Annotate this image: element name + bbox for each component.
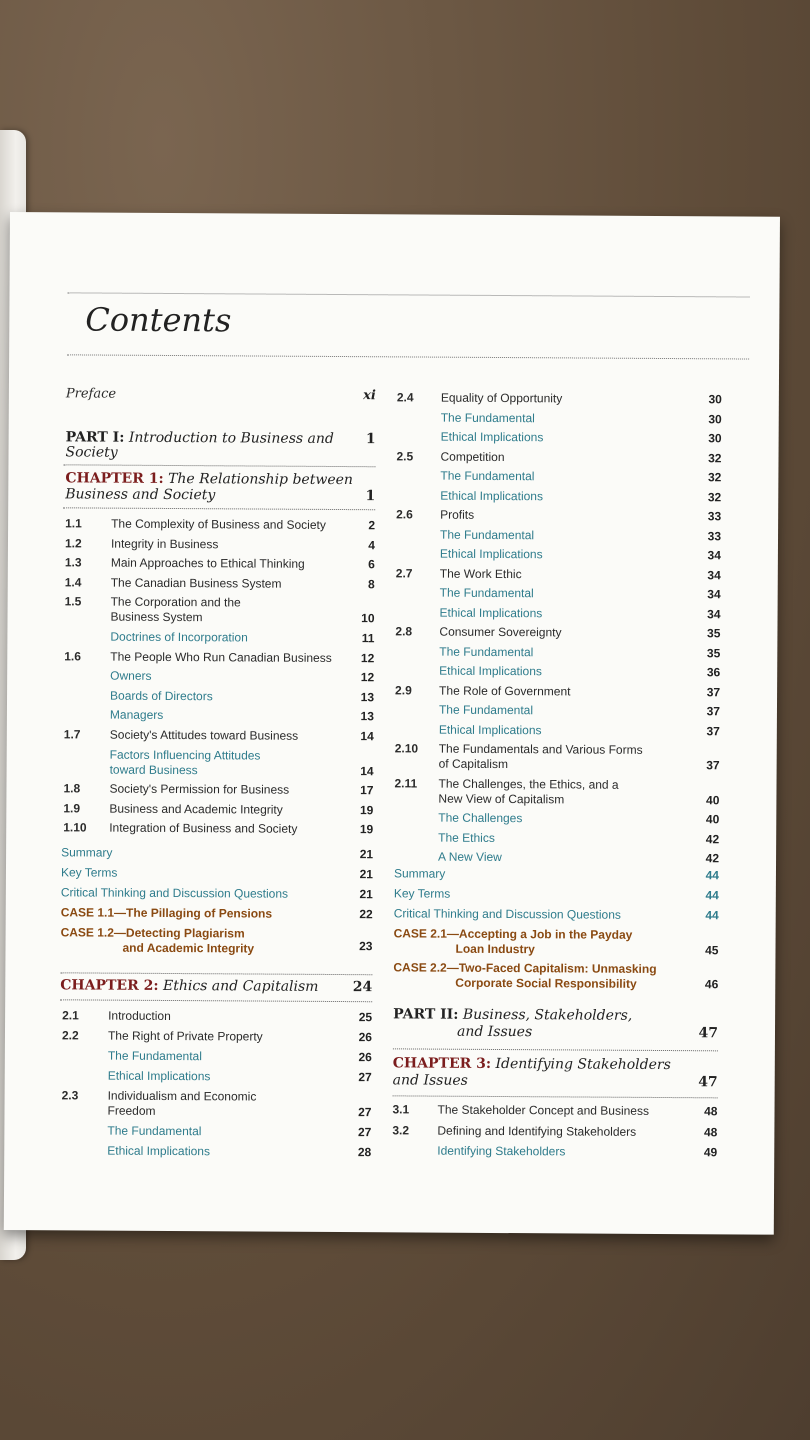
entry-title: Main Approaches to Ethical Thinking xyxy=(110,555,305,571)
key-terms-entry[interactable] xyxy=(393,886,719,903)
case-2-2-label-line2: Corporate Social Responsibility xyxy=(455,975,637,991)
section-number: 1.6 xyxy=(64,648,82,664)
page-number: 36 xyxy=(706,665,721,680)
toc-entry-1-2[interactable] xyxy=(63,535,376,552)
critical-thinking-entry[interactable] xyxy=(393,906,719,923)
entry-title-line2: Business System xyxy=(110,610,203,625)
entry-title: The Challenges xyxy=(438,810,523,826)
chapter-2-heading[interactable] xyxy=(60,977,373,996)
section-number: 2.8 xyxy=(395,624,413,639)
key-terms-entry[interactable] xyxy=(60,865,374,882)
toc-entry-3-1[interactable] xyxy=(392,1102,718,1119)
chapter-1-title-line2: Business and Society xyxy=(65,486,216,504)
case-2-1-label: CASE 2.1—Accepting a Job in the Payday xyxy=(393,926,633,942)
toc-subentry[interactable] xyxy=(62,629,375,646)
page-number: 30 xyxy=(708,411,722,426)
title-rule xyxy=(67,354,749,359)
entry-title: Ethical Implications xyxy=(439,663,542,679)
toc-subentry[interactable] xyxy=(395,702,721,719)
toc-subentry[interactable] xyxy=(396,546,721,563)
critical-thinking-label: Critical Thinking and Discussion Questions xyxy=(393,906,621,922)
toc-entry-2-2[interactable] xyxy=(60,1028,373,1045)
page-number: 28 xyxy=(357,1145,372,1160)
section-number: 2.4 xyxy=(396,390,414,405)
section-number: 1.1 xyxy=(65,516,82,531)
toc-subentry[interactable] xyxy=(396,585,721,602)
chapter-1-heading[interactable] xyxy=(63,470,376,505)
chapter-2-label: CHAPTER 2: xyxy=(60,977,159,994)
part-1-label: PART I: xyxy=(65,429,125,446)
page-number: 10 xyxy=(361,611,375,626)
page-number: 34 xyxy=(707,548,721,563)
section-number: 2.11 xyxy=(394,775,418,790)
entry-title: Ethical Implications xyxy=(440,429,544,445)
toc-entry-2-1[interactable] xyxy=(60,1008,373,1025)
page-title: Contents xyxy=(85,300,232,340)
chapter-3-label: CHAPTER 3: xyxy=(392,1055,492,1072)
section-number: 1.3 xyxy=(64,555,82,570)
part-1-title: Introduction to Business and Society xyxy=(65,429,334,461)
key-terms-label: Key Terms xyxy=(393,886,451,901)
section-number: 2.3 xyxy=(61,1088,79,1103)
section-number: 1.10 xyxy=(63,820,87,835)
section-number: 1.8 xyxy=(63,781,81,796)
divider xyxy=(393,1095,718,1098)
entry-title: The Fundamental xyxy=(439,527,535,542)
section-number: 2.6 xyxy=(396,507,413,522)
entry-title: The Fundamental xyxy=(107,1123,202,1139)
entry-title: Owners xyxy=(110,668,152,684)
toc-entry-2-10[interactable] xyxy=(394,741,720,773)
right-column xyxy=(392,390,722,1192)
toc-entry-1-8[interactable] xyxy=(62,781,374,798)
key-terms-page: 44 xyxy=(705,888,719,903)
entry-title: The Stakeholder Concept and Business xyxy=(437,1102,650,1118)
page-number: 37 xyxy=(706,758,720,773)
toc-entry-1-6[interactable] xyxy=(62,648,375,665)
page-number: 49 xyxy=(703,1145,718,1160)
preface-page: xi xyxy=(363,388,376,404)
toc-subentry[interactable] xyxy=(62,668,375,685)
page-number: 30 xyxy=(708,431,722,446)
top-rule xyxy=(68,292,750,297)
toc-entry-1-5[interactable] xyxy=(63,594,375,626)
page-number: 40 xyxy=(705,812,720,827)
case-2-1-entry[interactable] xyxy=(393,926,719,958)
summary-label: Summary xyxy=(393,866,446,881)
entry-title-line2: New View of Capitalism xyxy=(438,791,565,806)
entry-title: Ethical Implications xyxy=(107,1068,211,1084)
page-number: 26 xyxy=(358,1050,372,1065)
page-number: 35 xyxy=(707,626,721,641)
section-number: 2.9 xyxy=(395,682,412,697)
section-number: 2.7 xyxy=(395,565,413,580)
page-number: 34 xyxy=(707,587,721,602)
entry-title: Ethical Implications xyxy=(440,488,544,503)
entry-title: The Ethics xyxy=(438,830,495,845)
case-2-1-label-line2: Loan Industry xyxy=(455,941,535,957)
section-number: 3.1 xyxy=(392,1102,410,1117)
divider xyxy=(60,972,372,975)
entry-title: The Fundamental xyxy=(440,468,535,484)
section-number: 2.2 xyxy=(61,1028,79,1043)
case-1-2-label: CASE 1.2—Detecting Plagiarism xyxy=(60,925,245,941)
entry-title: Society's Permission for Business xyxy=(109,781,290,797)
page-number: 33 xyxy=(707,509,722,524)
entry-title: Managers xyxy=(109,708,164,723)
entry-title-line2: toward Business xyxy=(109,762,198,777)
entry-title: Profits xyxy=(440,507,475,522)
entry-title: The Role of Government xyxy=(439,683,571,698)
toc-subentry[interactable] xyxy=(396,488,722,504)
entry-title: Consumer Sovereignty xyxy=(439,624,562,640)
section-number: 1.4 xyxy=(64,575,82,590)
toc-subentry[interactable] xyxy=(62,747,374,778)
case-1-1-entry[interactable] xyxy=(60,905,373,922)
section-number: 1.5 xyxy=(64,594,82,609)
entry-title: The People Who Run Canadian Business xyxy=(110,649,332,665)
case-1-1-label: CASE 1.1—The Pillaging of Pensions xyxy=(60,905,273,921)
critical-thinking-entry[interactable] xyxy=(60,885,373,902)
entry-title: Ethical Implications xyxy=(107,1143,211,1159)
toc-subentry[interactable] xyxy=(396,468,722,485)
entry-title: Ethical Implications xyxy=(439,546,543,562)
toc-subentry[interactable] xyxy=(60,1068,372,1085)
entry-title: Identifying Stakeholders xyxy=(437,1143,566,1159)
key-terms-page: 21 xyxy=(359,867,374,882)
page-number: 25 xyxy=(358,1010,373,1025)
entry-title: Introduction xyxy=(108,1008,171,1023)
entry-title: Equality of Opportunity xyxy=(440,390,563,406)
page-number: 35 xyxy=(706,645,721,660)
entry-title: Integrity in Business xyxy=(110,536,219,551)
page-number: 30 xyxy=(708,392,722,407)
entry-title: Competition xyxy=(440,449,505,464)
page-number: 33 xyxy=(707,528,722,543)
page-number: 42 xyxy=(705,851,720,866)
toc-subentry[interactable] xyxy=(397,410,722,426)
toc-entry-1-4[interactable] xyxy=(63,575,375,592)
toc-subentry[interactable] xyxy=(394,810,720,827)
entry-title: Ethical Implications xyxy=(438,722,542,737)
preface-entry[interactable] xyxy=(64,386,376,404)
page-number: 48 xyxy=(703,1124,718,1139)
toc-subentry[interactable] xyxy=(394,849,720,866)
chapter-2-title: Ethics and Capitalism xyxy=(162,977,319,995)
key-terms-label: Key Terms xyxy=(60,865,118,880)
section-number: 2.1 xyxy=(62,1008,79,1023)
page-number: 27 xyxy=(357,1125,372,1140)
toc-subentry[interactable] xyxy=(396,605,721,621)
toc-entry-2-11[interactable] xyxy=(394,775,720,807)
entry-title: Doctrines of Incorporation xyxy=(110,629,248,645)
summary-entry[interactable] xyxy=(393,866,720,883)
critical-thinking-page: 44 xyxy=(705,908,719,923)
case-2-2-page: 46 xyxy=(704,977,719,992)
case-2-1-page: 45 xyxy=(705,943,719,958)
toc-subentry[interactable] xyxy=(395,722,720,738)
page-number: 32 xyxy=(707,470,722,485)
entry-title: Business and Academic Integrity xyxy=(109,801,283,817)
case-2-2-entry[interactable] xyxy=(393,960,719,992)
page-number: 37 xyxy=(706,684,721,699)
chapter-2-page: 24 xyxy=(352,979,373,996)
toc-entry-1-9[interactable] xyxy=(61,801,374,818)
page-number: 14 xyxy=(360,729,374,744)
part-2-title-line2: and Issues xyxy=(456,1023,533,1041)
page-number: 17 xyxy=(360,783,374,798)
toc-entry-1-3[interactable] xyxy=(63,555,375,572)
section-number: 3.2 xyxy=(392,1122,410,1137)
toc-subentry[interactable] xyxy=(392,1143,718,1160)
page-number: 34 xyxy=(707,567,721,582)
page-number: 48 xyxy=(704,1104,718,1119)
chapter-3-page: 47 xyxy=(698,1074,718,1091)
entry-title: Boards of Directors xyxy=(110,688,213,704)
chapter-1-label: CHAPTER 1: xyxy=(65,470,164,487)
entry-title: The Fundamental xyxy=(107,1048,202,1064)
toc-entry-2-3[interactable] xyxy=(60,1088,372,1120)
entry-title: The Fundamentals and Various Forms xyxy=(438,741,643,757)
toc-subentry[interactable] xyxy=(397,429,722,446)
contents-page xyxy=(4,212,780,1235)
chapter-1-page: 1 xyxy=(365,488,376,505)
section-number: 2.10 xyxy=(394,741,419,756)
case-1-2-label-line2: and Academic Integrity xyxy=(122,940,255,956)
page-number: 37 xyxy=(706,704,721,719)
entry-title: The Complexity of Business and Society xyxy=(111,516,326,532)
toc-subentry[interactable] xyxy=(59,1123,372,1140)
critical-thinking-label: Critical Thinking and Discussion Questions xyxy=(60,885,289,901)
toc-entry-1-7[interactable] xyxy=(62,727,374,744)
page-number: 13 xyxy=(360,709,374,724)
summary-page: 44 xyxy=(705,868,720,883)
section-number: 1.7 xyxy=(63,727,81,742)
page-number: 12 xyxy=(360,670,375,685)
preface-label: Preface xyxy=(65,386,117,402)
page-number: 2 xyxy=(368,518,376,533)
entry-title: The Corporation and the xyxy=(110,595,241,610)
entry-title-line2: of Capitalism xyxy=(438,756,509,772)
page-number: 27 xyxy=(358,1105,372,1120)
entry-title: The Fundamental xyxy=(439,585,534,601)
page-number: 12 xyxy=(360,650,375,665)
summary-label: Summary xyxy=(61,845,113,860)
divider xyxy=(63,464,375,467)
toc-subentry[interactable] xyxy=(395,644,721,660)
case-1-1-page: 22 xyxy=(359,907,373,922)
chapter-3-title-line2: and Issues xyxy=(392,1072,468,1089)
chapter-1-title-line1: The Relationship between xyxy=(168,470,353,489)
toc-subentry[interactable] xyxy=(394,830,720,846)
toc-entry-1-10[interactable] xyxy=(61,820,374,837)
page-number: 34 xyxy=(707,606,721,621)
entry-title: Defining and Identifying Stakeholders xyxy=(437,1123,637,1139)
page-number: 32 xyxy=(707,489,722,504)
part-1-page: 1 xyxy=(365,431,376,448)
entry-title: Individualism and Economic xyxy=(107,1088,257,1104)
toc-subentry[interactable] xyxy=(59,1143,372,1160)
case-2-2-label: CASE 2.2—Two-Faced Capitalism: Unmasking xyxy=(393,960,657,976)
page-number: 13 xyxy=(360,689,375,705)
summary-page: 21 xyxy=(359,847,374,862)
case-1-2-entry[interactable] xyxy=(60,925,373,956)
entry-title: Society's Attitudes toward Business xyxy=(109,727,299,743)
divider xyxy=(63,507,375,510)
entry-title: A New View xyxy=(438,849,502,865)
entry-title: The Right of Private Property xyxy=(107,1028,263,1044)
part-2-label: PART II: xyxy=(393,1006,459,1023)
page-number: 8 xyxy=(368,576,375,592)
page-number: 37 xyxy=(706,723,720,738)
entry-title: The Fundamental xyxy=(440,410,535,425)
page-number: 11 xyxy=(361,631,375,646)
section-number: 1.9 xyxy=(63,801,81,816)
toc-entry-1-1[interactable] xyxy=(63,516,376,533)
page-number: 27 xyxy=(358,1070,372,1085)
chapter-3-title-line1: Identifying Stakeholders xyxy=(495,1055,671,1074)
part-1-heading[interactable] xyxy=(64,429,376,461)
part-2-page: 47 xyxy=(698,1025,719,1042)
divider xyxy=(393,1048,718,1051)
page-number: 26 xyxy=(358,1030,373,1045)
page-number: 42 xyxy=(705,831,720,846)
toc-subentry[interactable] xyxy=(395,663,721,680)
toc-entry-3-2[interactable] xyxy=(392,1122,718,1139)
entry-title: The Fundamental xyxy=(438,702,534,718)
entry-title: The Work Ethic xyxy=(439,566,522,581)
case-1-2-page: 23 xyxy=(359,939,373,954)
critical-thinking-page: 21 xyxy=(359,887,373,902)
page-number: 19 xyxy=(359,802,374,818)
page-number: 40 xyxy=(706,792,720,807)
toc-subentry[interactable] xyxy=(62,688,375,705)
entry-title: The Canadian Business System xyxy=(110,575,282,591)
summary-entry[interactable] xyxy=(61,845,374,862)
toc-subentry[interactable] xyxy=(60,1048,372,1065)
entry-title: The Challenges, the Ethics, and a xyxy=(438,776,619,792)
entry-title: Ethical Implications xyxy=(439,605,543,620)
divider xyxy=(60,999,372,1002)
page-number: 6 xyxy=(368,557,375,572)
page-number: 19 xyxy=(359,822,374,837)
toc-entry-2-6[interactable] xyxy=(396,507,722,524)
toc-entry-2-4[interactable] xyxy=(396,390,722,407)
section-number: 1.2 xyxy=(64,535,82,551)
section-number: 2.5 xyxy=(396,448,414,463)
entry-title: The Fundamental xyxy=(439,644,534,659)
toc-entry-2-8[interactable] xyxy=(395,624,721,641)
toc-subentry[interactable] xyxy=(396,527,722,543)
chapter-3-heading[interactable] xyxy=(392,1055,718,1091)
entry-title: Factors Influencing Attitudes xyxy=(109,747,261,763)
entry-title: Integration of Business and Society xyxy=(109,821,298,837)
toc-entry-2-7[interactable] xyxy=(395,565,721,582)
page-number: 32 xyxy=(708,450,722,465)
toc-entry-2-5[interactable] xyxy=(396,448,722,465)
toc-entry-2-9[interactable] xyxy=(395,682,721,699)
part-2-heading[interactable] xyxy=(393,1006,719,1042)
part-2-title-line1: Business, Stakeholders, xyxy=(462,1006,633,1024)
page-number: 14 xyxy=(360,763,374,778)
left-column xyxy=(59,380,376,1202)
entry-title-line2: Freedom xyxy=(107,1103,156,1118)
toc-subentry[interactable] xyxy=(62,708,374,724)
page-number: 4 xyxy=(368,537,376,552)
